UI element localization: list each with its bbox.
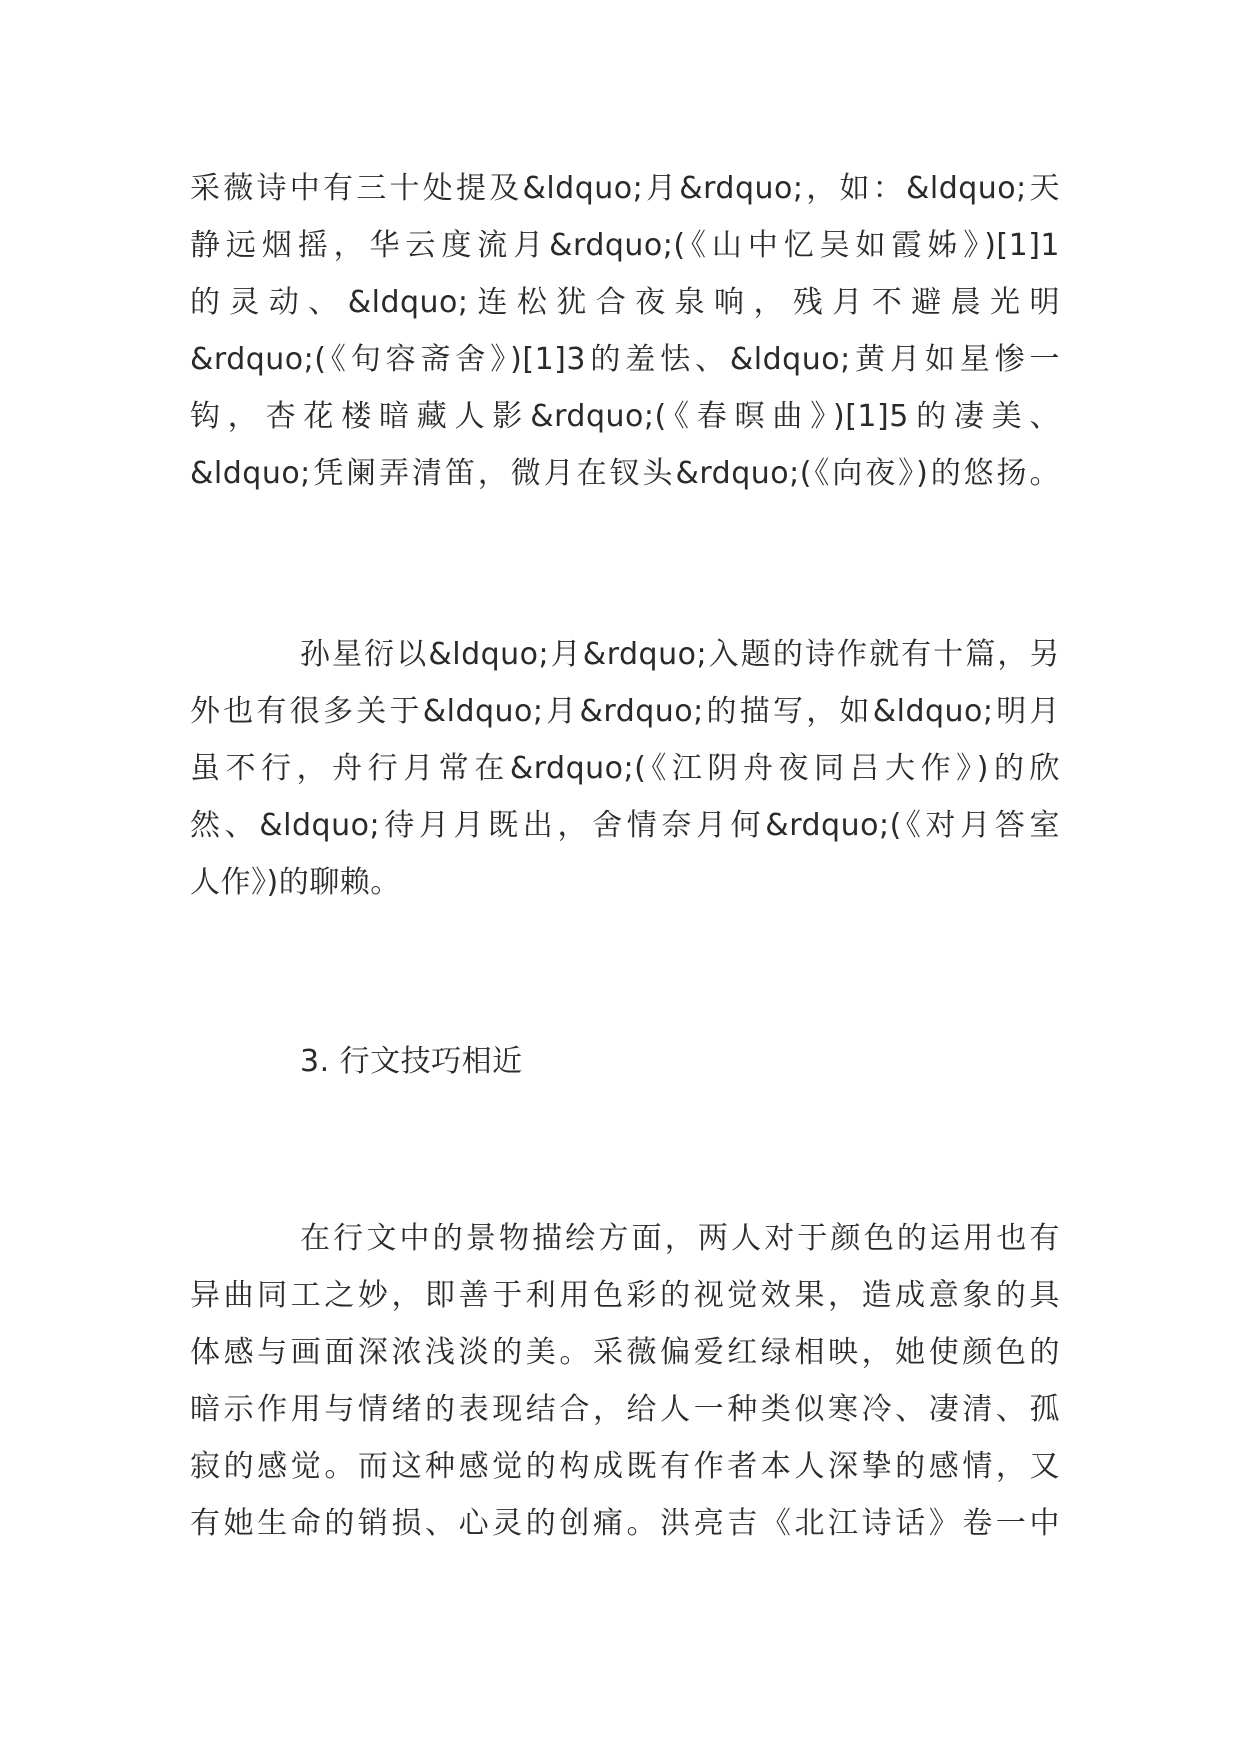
heading-text: 3. 行文技巧相近 [300, 1044, 523, 1079]
text-line: 暗示作用与情绪的表现结合，给人一种类似寒冷、凄清、孤 [190, 1392, 1060, 1427]
text-line: 在行文中的景物描绘方面，两人对于颜色的运用也有 [300, 1221, 1060, 1256]
text-line: 体感与画面深浓浅淡的美。采薇偏爱红绿相映，她使颜色的 [190, 1335, 1060, 1370]
text-line: 有她生命的销损、心灵的创痛。洪亮吉《北江诗话》卷一中 [190, 1506, 1060, 1541]
text-line: 的灵动、&ldquo;连松犹合夜泉响，残月不避晨光明 [190, 285, 1060, 320]
paragraph-color-technique [190, 1210, 1060, 1552]
text-line: 外也有很多关于&ldquo;月&rdquo;的描写，如&ldquo;明月 [190, 694, 1060, 729]
text-line: 寂的感觉。而这种感觉的构成既有作者本人深挚的感情，又 [190, 1449, 1060, 1484]
text-line: 静远烟摇，华云度流月&rdquo;(《山中忆吴如霞姊》)[1]1 [190, 228, 1060, 263]
text-line: 孙星衍以&ldquo;月&rdquo;入题的诗作就有十篇，另 [300, 637, 1060, 672]
text-line: 采薇诗中有三十处提及&ldquo;月&rdquo;，如：&ldquo;天 [190, 171, 1060, 206]
paragraph-moon-sunxingyan [190, 626, 1060, 911]
text-line: &ldquo;凭阑弄清笛，微月在钗头&rdquo;(《向夜》)的悠扬。 [190, 456, 1060, 491]
text-line: &rdquo;(《句容斋舍》)[1]3的羞怯、&ldquo;黄月如星惨一 [190, 342, 1060, 377]
text-line: 钩，杏花楼暗藏人影&rdquo;(《春暝曲》)[1]5的凄美、 [190, 399, 1060, 434]
paragraph-moon-caiwei [190, 160, 1060, 502]
text-line: 人作》)的聊赖。 [190, 865, 401, 900]
text-line: 异曲同工之妙，即善于利用色彩的视觉效果，造成意象的具 [190, 1278, 1060, 1313]
section-heading [190, 1033, 1060, 1090]
text-line: 虽不行，舟行月常在&rdquo;(《江阴舟夜同吕大作》)的欣 [190, 751, 1060, 786]
text-line: 然、&ldquo;待月月既出，舍情奈月何&rdquo;(《对月答室 [190, 808, 1060, 843]
